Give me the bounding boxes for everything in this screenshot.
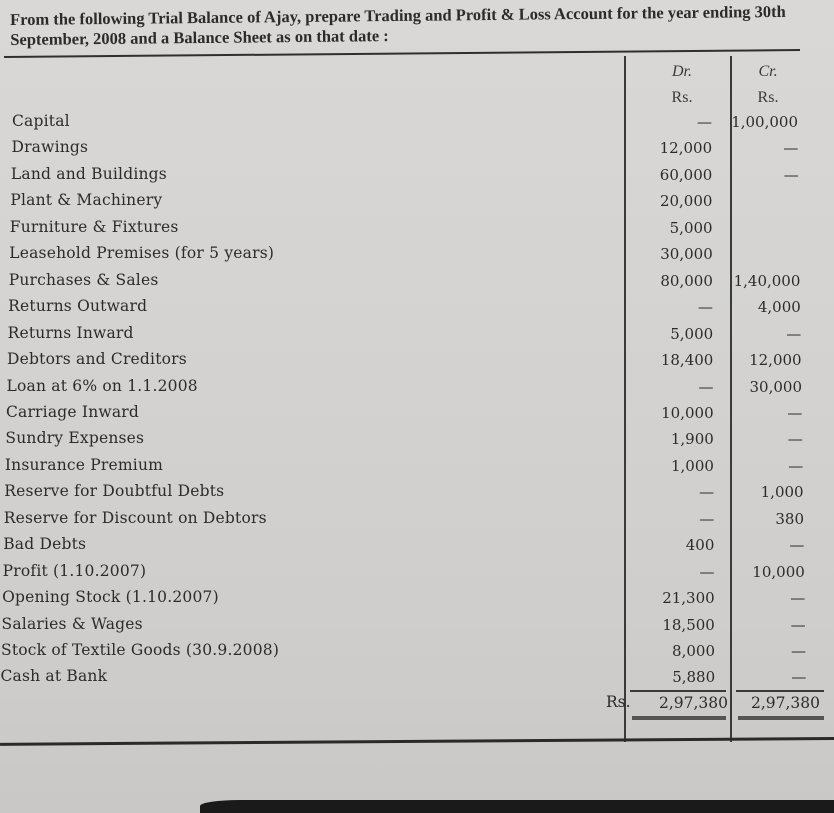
cr-amount: 1,00,000 bbox=[731, 113, 798, 131]
table-row bbox=[0, 480, 834, 506]
dr-amount: 1,000 bbox=[670, 456, 714, 475]
table-row bbox=[0, 427, 834, 453]
cr-amount: 30,000 bbox=[749, 377, 802, 396]
cr-amount: 12,000 bbox=[749, 351, 802, 370]
dr-total: 2,97,380 bbox=[658, 694, 728, 712]
cr-amount: — bbox=[786, 324, 802, 343]
dr-amount: 400 bbox=[685, 536, 715, 555]
cr-amount: — bbox=[787, 403, 803, 422]
table-row bbox=[0, 269, 834, 295]
dr-amount: — bbox=[698, 377, 714, 396]
table-row bbox=[0, 189, 834, 215]
question-text: From the following Trial Balance of Ajay, prepare Trading and Profit & Loss Account for the year ending 30th September, 2008 and a Balance Sheet as on that date : bbox=[10, 1, 786, 49]
page-edge-shadow bbox=[200, 800, 834, 813]
account-name: Carriage Inward bbox=[5, 402, 140, 421]
table-row bbox=[0, 348, 834, 374]
account-name: Insurance Premium bbox=[4, 455, 164, 474]
table-row bbox=[0, 533, 834, 559]
table-row bbox=[0, 242, 834, 268]
dr-amount: — bbox=[697, 113, 712, 131]
dr-amount: 1,900 bbox=[670, 430, 714, 449]
account-name: Sundry Expenses bbox=[5, 429, 145, 448]
cr-amount: — bbox=[783, 165, 799, 184]
cr-sum-line bbox=[736, 690, 824, 692]
dr-amount: — bbox=[699, 562, 715, 581]
table-row bbox=[0, 665, 834, 691]
account-name: Land and Buildings bbox=[10, 164, 167, 183]
table-row bbox=[0, 507, 834, 533]
table-top-rule bbox=[4, 49, 800, 58]
cr-amount: — bbox=[790, 589, 806, 608]
cr-amount: — bbox=[789, 536, 805, 555]
cr-amount: 1,000 bbox=[760, 483, 804, 502]
table-row bbox=[0, 136, 834, 162]
cr-double-underline bbox=[738, 716, 824, 720]
table-row bbox=[0, 375, 834, 401]
account-name: Returns Inward bbox=[7, 323, 134, 342]
dr-amount: 10,000 bbox=[661, 403, 714, 422]
account-name: Debtors and Creditors bbox=[7, 350, 187, 369]
cr-amount: — bbox=[783, 139, 799, 158]
dr-header: Dr. bbox=[671, 63, 692, 80]
account-name: Reserve for Discount on Debtors bbox=[3, 508, 267, 527]
dr-amount: 5,000 bbox=[669, 218, 713, 237]
cr-amount: — bbox=[790, 615, 806, 634]
dr-amount: 12,000 bbox=[659, 139, 713, 158]
dr-double-underline bbox=[632, 716, 726, 720]
table-bottom-rule bbox=[0, 737, 834, 746]
dr-amount: 8,000 bbox=[672, 642, 715, 660]
dr-unit: Rs. bbox=[671, 89, 693, 106]
dr-amount: 18,400 bbox=[660, 351, 714, 370]
cr-amount: — bbox=[787, 430, 803, 449]
table-row bbox=[0, 639, 834, 665]
account-name: Leasehold Premises (for 5 years) bbox=[9, 244, 275, 263]
dr-sum-line bbox=[630, 690, 726, 692]
account-name: Cash at Bank bbox=[0, 667, 108, 686]
dr-amount: — bbox=[699, 483, 715, 502]
dr-amount: 5,000 bbox=[670, 324, 714, 343]
table-row bbox=[0, 216, 834, 242]
table-row bbox=[0, 322, 834, 348]
account-name: Opening Stock (1.10.2007) bbox=[2, 588, 219, 607]
table-row bbox=[0, 454, 834, 480]
account-name: Profit (1.10.2007) bbox=[2, 561, 147, 580]
account-name: Loan at 6% on 1.1.2008 bbox=[6, 376, 198, 395]
table-row bbox=[0, 613, 834, 639]
account-name: Stock of Textile Goods (30.9.2008) bbox=[1, 641, 280, 659]
cr-header: Cr. bbox=[758, 63, 778, 80]
cr-total: 2,97,380 bbox=[750, 694, 820, 712]
dr-amount: 21,300 bbox=[662, 589, 715, 608]
cr-amount: 4,000 bbox=[757, 298, 801, 317]
cr-amount: 1,40,000 bbox=[733, 271, 801, 290]
dr-amount: — bbox=[698, 298, 714, 317]
account-name: Bad Debts bbox=[3, 535, 87, 554]
cr-amount: 380 bbox=[775, 509, 804, 528]
total-label: Rs. bbox=[606, 693, 631, 711]
table-row bbox=[0, 295, 834, 321]
account-name: Returns Outward bbox=[8, 297, 148, 316]
dr-amount: 20,000 bbox=[659, 192, 713, 211]
cr-amount: — bbox=[791, 642, 806, 660]
table-row bbox=[0, 401, 834, 427]
account-name: Capital bbox=[12, 112, 70, 130]
dr-amount: 80,000 bbox=[660, 271, 713, 290]
account-name: Furniture & Fixtures bbox=[9, 217, 179, 236]
dr-amount: — bbox=[699, 509, 715, 528]
table-row bbox=[0, 163, 834, 189]
dr-amount: 5,880 bbox=[672, 668, 716, 687]
dr-amount: 30,000 bbox=[660, 245, 713, 264]
table-row bbox=[0, 586, 834, 612]
table-row bbox=[0, 110, 834, 136]
dr-amount: 60,000 bbox=[659, 165, 713, 184]
account-name: Drawings bbox=[11, 138, 89, 157]
cr-unit: Rs. bbox=[757, 89, 779, 106]
dr-amount: 18,500 bbox=[662, 615, 715, 634]
table-row bbox=[0, 560, 834, 586]
account-name: Plant & Machinery bbox=[10, 191, 163, 210]
cr-amount: — bbox=[788, 456, 804, 475]
account-name: Salaries & Wages bbox=[1, 614, 143, 633]
cr-amount: — bbox=[791, 668, 807, 687]
cr-amount: 10,000 bbox=[752, 562, 805, 581]
account-name: Reserve for Doubtful Debts bbox=[4, 482, 225, 501]
account-name: Purchases & Sales bbox=[8, 270, 159, 289]
